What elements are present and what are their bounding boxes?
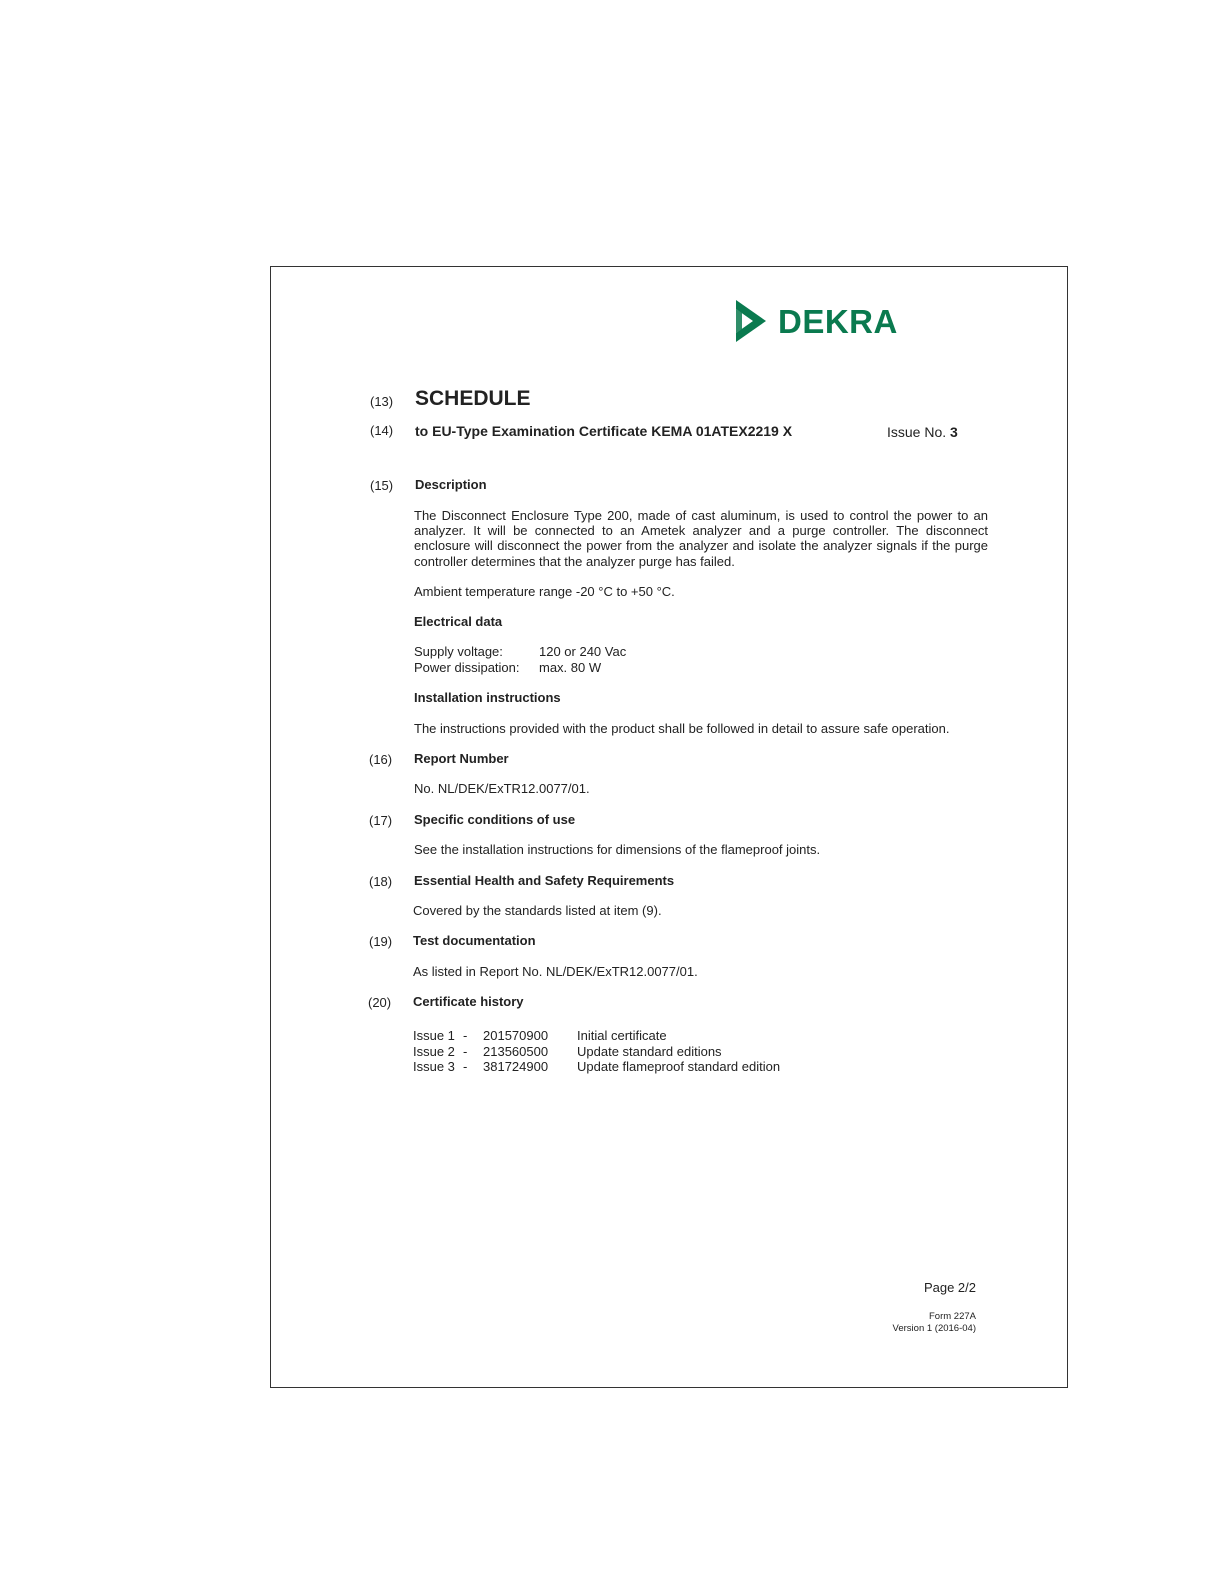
item-number-17: (17) [369, 813, 393, 828]
history-number: 213560500 [483, 1043, 549, 1059]
test-documentation-text: As listed in Report No. NL/DEK/ExTR12.0077/01. [413, 964, 698, 979]
report-number-text: No. NL/DEK/ExTR12.0077/01. [414, 781, 590, 796]
form-version: Version 1 (2016-04) [892, 1323, 976, 1334]
history-description: Initial certificate [577, 1028, 667, 1043]
certificate-subtitle: to EU-Type Examination Certificate KEMA 01ATEX2219 X [415, 423, 793, 439]
item-number-13: (13) [370, 394, 394, 409]
item-number-19: (19) [369, 934, 393, 949]
history-issue: Issue 2 [413, 1043, 455, 1059]
electrical-row [414, 660, 626, 676]
electrical-value: max. 80 W [539, 659, 602, 675]
history-row [413, 1059, 780, 1075]
history-dash: - [463, 1059, 468, 1074]
electrical-data-heading: Electrical data [414, 614, 503, 629]
history-issue: Issue 1 [413, 1028, 455, 1043]
history-row [413, 1028, 780, 1044]
installation-heading: Installation instructions [414, 690, 561, 705]
electrical-value: 120 or 240 Vac [539, 644, 627, 659]
form-info [893, 1311, 976, 1335]
item-number-16: (16) [369, 752, 393, 767]
page-title: SCHEDULE [415, 387, 531, 410]
logo-text: DEKRA [778, 302, 898, 340]
item-number-20: (20) [368, 995, 392, 1010]
item-number-15: (15) [370, 478, 394, 493]
history-description: Update flameproof standard edition [577, 1059, 781, 1074]
description-paragraph: The Disconnect Enclosure Type 200, made of cast aluminum, is used to control the power to an analyzer. It will be connected to an Ametek analyzer and a purge controller. The disconnect enclosure will disconnect the power from the analyzer and isolate the analyzer signals if the purge controller determines that the analyzer purge has failed. [414, 508, 988, 569]
electrical-row [414, 644, 626, 660]
history-description: Update standard editions [577, 1043, 722, 1059]
ehsr-text: Covered by the standards listed at item (9). [413, 903, 662, 918]
dekra-logo [736, 300, 898, 342]
item-number-14: (14) [370, 423, 394, 438]
history-issue: Issue 3 [413, 1059, 455, 1074]
issue-label: Issue No. [887, 424, 947, 440]
test-documentation-heading: Test documentation [413, 933, 536, 948]
history-dash: - [463, 1028, 468, 1043]
ambient-temperature: Ambient temperature range -20 °C to +50 °C. [414, 584, 675, 599]
report-number-heading: Report Number [414, 751, 509, 766]
electrical-label: Power dissipation: [414, 659, 520, 675]
dekra-arrow-icon [736, 300, 770, 342]
issue-number [887, 424, 958, 440]
specific-conditions-text: See the installation instructions for dimensions of the flameproof joints. [414, 842, 821, 857]
item-number-18: (18) [369, 874, 393, 889]
specific-conditions-heading: Specific conditions of use [414, 812, 576, 827]
history-dash: - [463, 1043, 468, 1059]
electrical-label: Supply voltage: [414, 644, 503, 659]
installation-text: The instructions provided with the product shall be followed in detail to assure safe operation. [414, 721, 950, 736]
ehsr-heading: Essential Health and Safety Requirements [414, 873, 675, 888]
history-number: 381724900 [483, 1059, 549, 1074]
description-heading: Description [415, 477, 487, 492]
electrical-data-list [414, 644, 626, 675]
page-number: Page 2/2 [923, 1280, 976, 1295]
certificate-history-table [413, 1028, 780, 1075]
form-number: Form 227A [929, 1311, 976, 1322]
history-row [413, 1044, 780, 1060]
certificate-history-heading: Certificate history [413, 994, 524, 1009]
history-number: 201570900 [483, 1028, 549, 1043]
issue-value: 3 [950, 424, 958, 440]
